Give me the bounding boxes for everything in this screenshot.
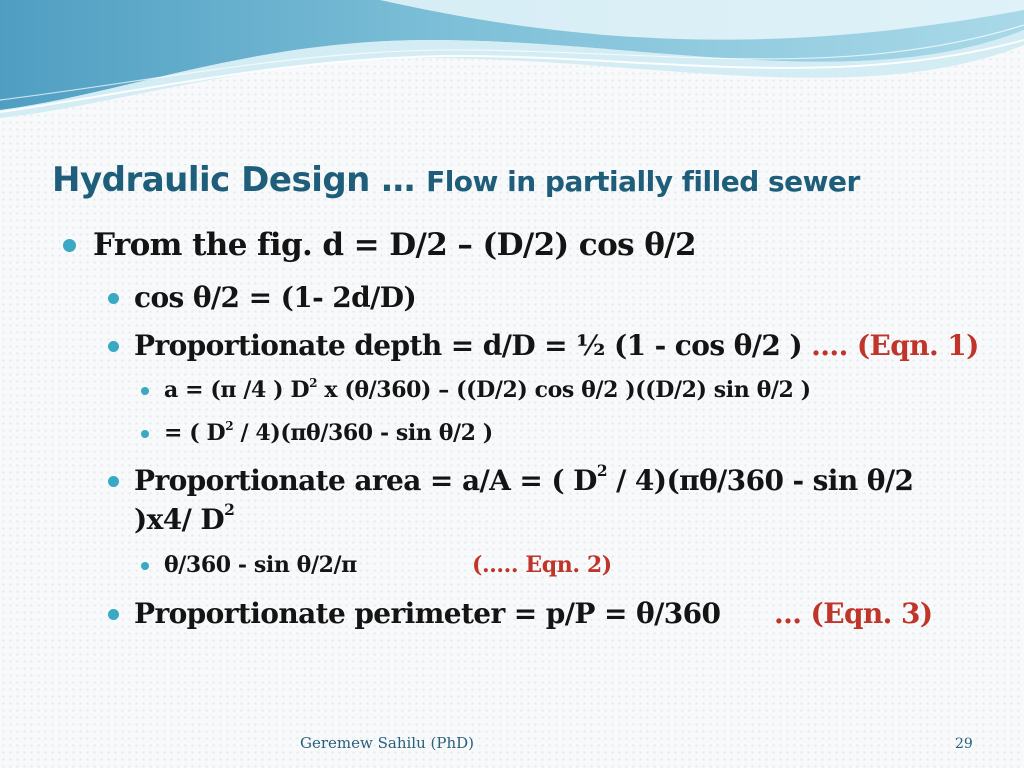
superscript: 2 xyxy=(596,462,607,481)
slide-title xyxy=(52,160,860,200)
bullet-cos-half xyxy=(134,281,416,314)
bullet-dot xyxy=(141,387,149,395)
proportionate-area-continuation xyxy=(134,503,234,536)
line-text: Proportionate depth = d/D = ½ (1 - cos θ/2 ) xyxy=(134,329,812,362)
bullet-dot xyxy=(108,293,119,304)
line-text: = ( D xyxy=(164,420,226,446)
line-text-cont: / 4)(πθ/360 - sin θ/2 ) xyxy=(233,420,493,446)
bullet-area-b xyxy=(164,420,493,446)
equation-label-2: (….. Eqn. 2) xyxy=(472,552,612,578)
header-wave-decoration xyxy=(0,0,1024,120)
superscript: 2 xyxy=(225,418,234,433)
line-text-cont: x (θ/360) – ((D/2) cos θ/2 )((D/2) sin θ/2 ) xyxy=(317,377,811,403)
line-text: )x4/ D xyxy=(134,503,225,536)
bullet-dot xyxy=(108,341,119,352)
line-text: θ/360 - sin θ/2/π xyxy=(164,552,357,578)
bullet-dot xyxy=(108,476,119,487)
line-text: Proportionate perimeter = p/P = θ/360 xyxy=(134,597,721,630)
bullet-dot xyxy=(141,562,149,570)
equation-label-1: …. (Eqn. 1) xyxy=(811,329,979,362)
line-text: Proportionate area = a/A = ( D xyxy=(134,464,597,497)
bullet-from-fig xyxy=(93,227,696,263)
bullet-proportionate-area xyxy=(134,464,913,497)
line-text: cos θ/2 = (1- 2d/D) xyxy=(134,281,417,314)
page-number: 29 xyxy=(955,736,973,752)
title-main: Hydraulic Design … xyxy=(52,160,427,200)
bullet-dot xyxy=(141,430,149,438)
superscript: 2 xyxy=(309,375,318,390)
bullet-dot xyxy=(63,239,76,252)
equation-label-3: … (Eqn. 3) xyxy=(774,597,933,630)
bullet-dot xyxy=(108,609,119,620)
bullet-theta-ratio xyxy=(164,552,357,578)
line-text: a = (π /4 ) D xyxy=(164,377,310,403)
superscript: 2 xyxy=(224,501,235,520)
bullet-proportionate-perimeter xyxy=(134,597,720,630)
line-text: From the fig. d = D/2 – (D/2) cos θ/2 xyxy=(93,227,696,263)
line-text-cont: / 4)(πθ/360 - sin θ/2 xyxy=(606,464,914,497)
title-subtitle: Flow in partially filled sewer xyxy=(426,165,860,198)
footer-author: Geremew Sahilu (PhD) xyxy=(300,734,475,752)
bullet-proportionate-depth xyxy=(134,329,979,362)
bullet-area-a xyxy=(164,377,811,403)
